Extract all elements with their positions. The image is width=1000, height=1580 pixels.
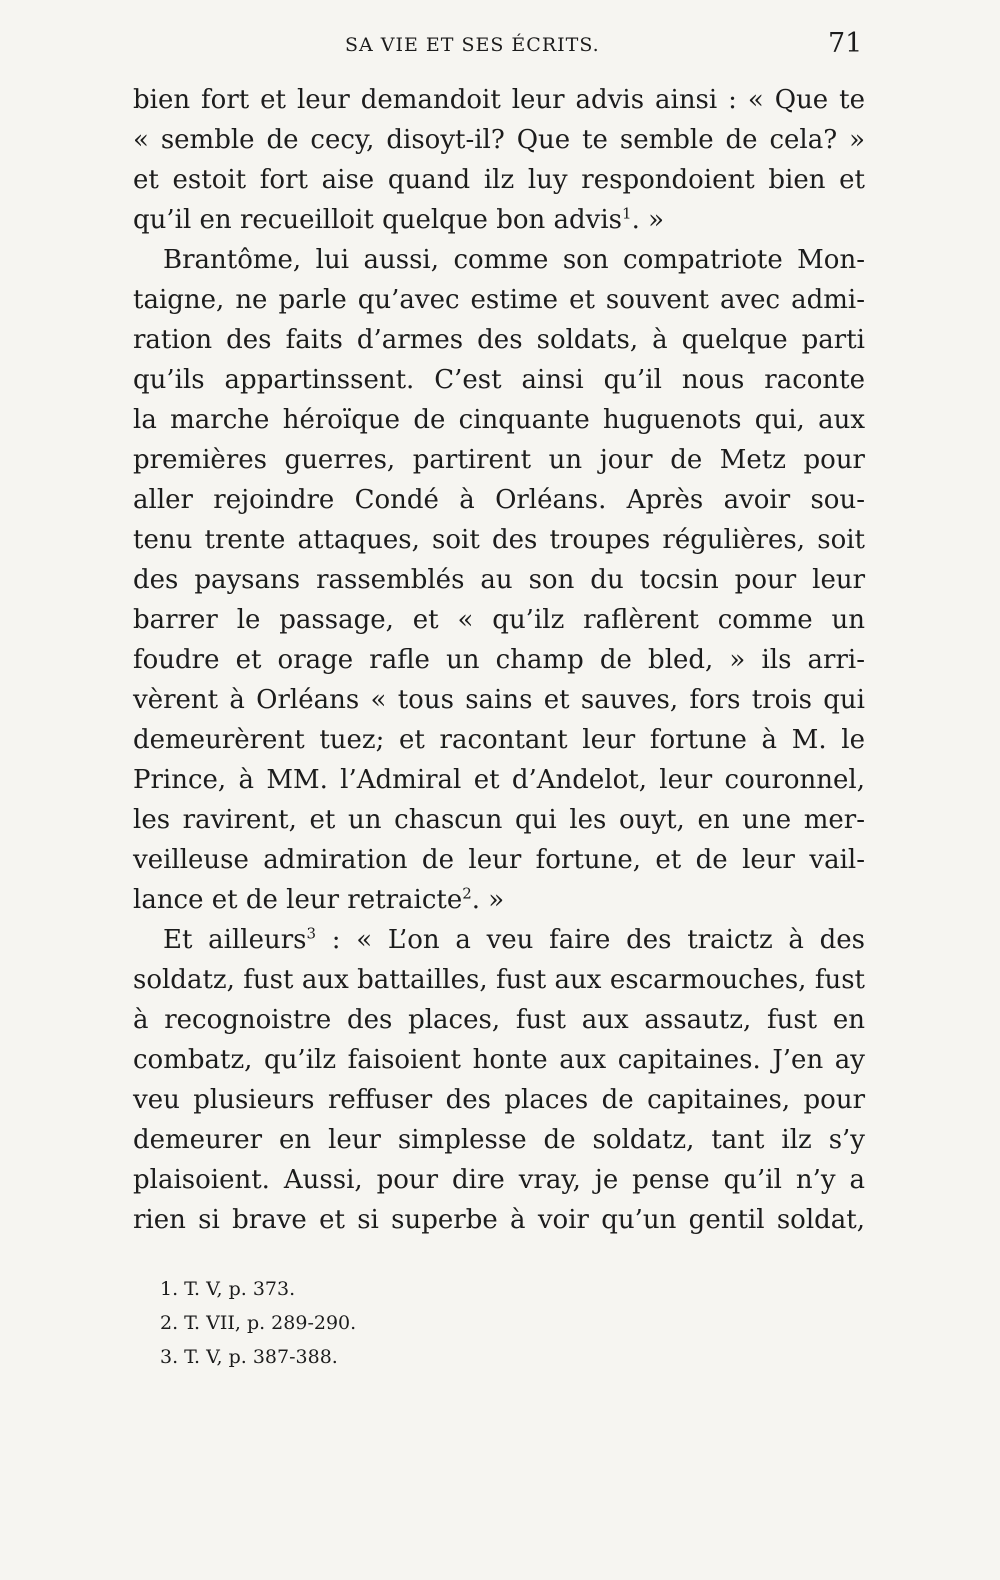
line-text: premières guerres, partirent un jour de Metz pour	[133, 445, 865, 475]
line-text: ration des faits d’armes des soldats, à quelque parti	[133, 325, 865, 355]
text-line	[133, 160, 865, 200]
line-text: bien fort et leur demandoit leur advis ainsi : « Que te	[133, 85, 865, 115]
text-line	[133, 360, 865, 400]
text-line	[133, 320, 865, 360]
line-text: foudre et orage rafle un champ de bled, » ils arri-	[133, 645, 865, 675]
text-line	[133, 120, 865, 160]
text-line	[133, 200, 865, 240]
line-text: les ravirent, et un chascun qui les ouyt, en une mer-	[133, 805, 865, 835]
text-line	[133, 440, 865, 480]
text-line	[133, 280, 865, 320]
line-text: Et ailleurs	[163, 925, 307, 955]
text-line	[133, 640, 865, 680]
text-line	[133, 240, 865, 280]
line-text-continuation: . »	[471, 885, 505, 915]
text-line	[133, 880, 865, 920]
line-text: et estoit fort aise quand ilz luy respondoient bien et	[133, 165, 865, 195]
line-text: rien si brave et si superbe à voir qu’un gentil soldat,	[133, 1205, 865, 1235]
footnote-reference: 2	[462, 884, 472, 903]
text-line	[133, 480, 865, 520]
text-line	[133, 1080, 865, 1120]
line-text: demeurer en leur simplesse de soldatz, tant ilz s’y	[133, 1125, 865, 1155]
line-text: veilleuse admiration de leur fortune, et de leur vail-	[133, 845, 865, 875]
text-line	[133, 400, 865, 440]
footnote-reference: 1	[622, 204, 632, 223]
footnote: 1. T. V, p. 373.	[160, 1278, 296, 1300]
line-text: qu’il en recueilloit quelque bon advis	[133, 205, 623, 235]
text-line	[133, 600, 865, 640]
text-line	[133, 1000, 865, 1040]
line-text: veu plusieurs reffuser des places de capitaines, pour	[133, 1085, 865, 1115]
line-text: aller rejoindre Condé à Orléans. Après avoir sou-	[133, 485, 865, 515]
line-text: vèrent à Orléans « tous sains et sauves, fors trois qui	[133, 685, 865, 715]
footnote: 3. T. V, p. 387-388.	[160, 1346, 338, 1368]
line-text: lance et de leur retraicte	[133, 885, 463, 915]
text-line	[133, 1120, 865, 1160]
text-line	[133, 520, 865, 560]
line-text: plaisoient. Aussi, pour dire vray, je pense qu’il n’y a	[133, 1165, 865, 1195]
text-line	[133, 920, 865, 960]
text-line	[133, 680, 865, 720]
line-text: Prince, à MM. l’Admiral et d’Andelot, leur couronnel,	[133, 765, 865, 795]
line-text-continuation: : « L’on a veu faire des traictz à des	[316, 925, 865, 955]
line-text: combatz, qu’ilz faisoient honte aux capitaines. J’en ay	[133, 1045, 865, 1075]
text-line	[133, 1200, 865, 1240]
line-text: tenu trente attaques, soit des troupes régulières, soit	[133, 525, 865, 555]
line-text: Brantôme, lui aussi, comme son compatriote Mon-	[163, 245, 865, 275]
line-text: taigne, ne parle qu’avec estime et souvent avec admi-	[133, 285, 865, 315]
body-text	[133, 80, 865, 1240]
text-line	[133, 560, 865, 600]
line-text-continuation: . »	[631, 205, 664, 235]
running-title: SA VIE ET SES ÉCRITS.	[345, 34, 600, 56]
line-text: qu’ils appartinssent. C’est ainsi qu’il nous raconte	[133, 365, 865, 395]
text-line	[133, 960, 865, 1000]
text-line	[133, 800, 865, 840]
footnote: 2. T. VII, p. 289-290.	[160, 1312, 357, 1334]
text-line	[133, 1160, 865, 1200]
footnotes	[160, 1272, 560, 1374]
text-line	[133, 840, 865, 880]
line-text: à recognoistre des places, fust aux assautz, fust en	[133, 1005, 865, 1035]
line-text: des paysans rassemblés au son du tocsin pour leur	[133, 565, 865, 595]
line-text: la marche héroïque de cinquante huguenots qui, aux	[133, 405, 865, 435]
footnote-reference: 3	[306, 924, 317, 943]
page-number: 71	[828, 28, 863, 59]
line-text: soldatz, fust aux battailles, fust aux escarmouches, fust	[133, 965, 865, 995]
text-line	[133, 720, 865, 760]
line-text: demeurèrent tuez; et racontant leur fortune à M. le	[133, 725, 865, 755]
text-line	[133, 760, 865, 800]
text-line	[133, 1040, 865, 1080]
line-text: « semble de cecy, disoyt-il? Que te semble de cela? »	[133, 125, 865, 155]
text-line	[133, 80, 865, 120]
line-text: barrer le passage, et « qu’ilz raflèrent comme un	[133, 605, 865, 635]
